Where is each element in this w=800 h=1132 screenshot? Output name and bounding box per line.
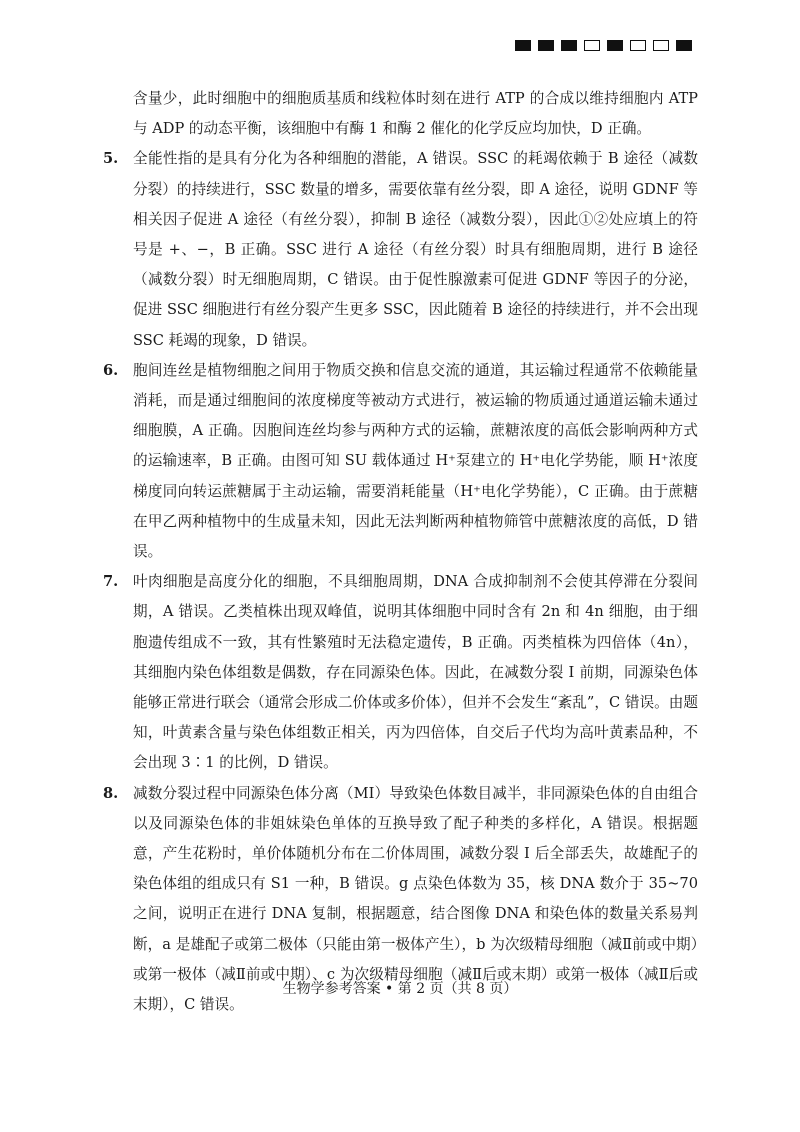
item-text: 叶肉细胞是高度分化的细胞，不具细胞周期，DNA 合成抑制剂不会使其停滞在分裂间期，A 错误。乙类植株出现双峰值，说明其体细胞中同时含有 2n 和 4n 细胞，由于细胞遗传组成不一致，其有性繁殖时无法稳定遗传，B 正确。丙类植株为四倍体（4n），其细胞内染色体组数是偶数，存在同源染色体。因此，在减数分裂 Ⅰ 前期，同源染色体能够正常进行联会（通常会形成二价体或多价体），但并不会发生“紊乱”，C 错误。由题知，叶黄素含量与染色体组数正相关，丙为四倍体，自交后子代均为高叶黄素品种，不会出现 3∶1 的比例，D 错误。 xyxy=(133,573,698,772)
item-number: 5. xyxy=(103,150,119,168)
header-mark xyxy=(538,40,554,51)
item-number: 6. xyxy=(103,361,119,379)
answer-body xyxy=(103,84,698,1020)
answer-item-5 xyxy=(103,144,698,355)
item-text: 胞间连丝是植物细胞之间用于物质交换和信息交流的通道，其运输过程通常不依赖能量消耗，而是通过细胞间的浓度梯度等被动方式进行，被运输的物质通过通道运输未通过细胞膜，A 正确。因胞间连丝均参与两种方式的运输，蔗糖浓度的高低会影响两种方式的运输速率，B 正确。由图可知 SU 载体通过 H⁺泵建立的 H⁺电化学势能，顺 H⁺浓度梯度同向转运蔗糖属于主动运输，需要消耗能量（H⁺电化学势能），C 正确。由于蔗糖在甲乙两种植物中的生成量未知，因此无法判断两种植物筛管中蔗糖浓度的高低，D 错误。 xyxy=(133,361,698,561)
answer-item-7 xyxy=(103,567,698,778)
header-mark xyxy=(515,40,531,51)
header-mark xyxy=(653,40,669,51)
header-marks xyxy=(515,40,692,51)
header-mark xyxy=(607,40,623,51)
header-mark xyxy=(676,40,692,51)
header-mark xyxy=(561,40,577,51)
answer-item-6 xyxy=(103,356,698,567)
item-text: 全能性指的是具有分化为各种细胞的潜能，A 错误。SSC 的耗竭依赖于 B 途径（减数分裂）的持续进行，SSC 数量的增多，需要依靠有丝分裂，即 A 途径，说明 GDNF 等相关因子促进 A 途径（有丝分裂），抑制 B 途径（减数分裂），因此①②处应填上的符号是 +、−，B 正确。SSC 进行 A 途径（有丝分裂）时具有细胞周期，进行 B 途径（减数分裂）时无细胞周期，C 错误。由于促性腺激素可促进 GDNF 等因子的分泌，促进 SSC 细胞进行有丝分裂产生更多 SSC，因此随着 B 途径的持续进行，并不会出现 SSC 耗竭的现象，D 错误。 xyxy=(133,150,698,349)
header-mark xyxy=(584,40,600,51)
item-number: 8. xyxy=(103,784,119,802)
header-mark xyxy=(630,40,646,51)
item-text: 减数分裂过程中同源染色体分离（MⅠ）导致染色体数目减半，非同源染色体的自由组合以及同源染色体的非姐妹染色单体的互换导致了配子种类的多样化，A 错误。根据题意，产生花粉时，单价体随机分布在二价体周围，减数分裂 Ⅰ 后全部丢失，故雄配子的染色体组的组成只有 S1 一种，B 错误。g 点染色体数为 35，核 DNA 数介于 35~70 之间，说明正在进行 DNA 复制，根据题意，结合图像 DNA 和染色体的数量关系易判断，a 是雄配子或第二极体（只能由第一极体产生），b 为次级精母细胞（减Ⅱ前或中期）或第一极体（减Ⅱ前或中期）、c 为次级精母细胞（减Ⅱ后或末期）或第一极体（减Ⅱ后或末期），C 错误。 xyxy=(133,784,698,1014)
page-footer: 生物学参考答案 • 第 2 页（共 8 页） xyxy=(282,981,518,997)
item-number: 7. xyxy=(103,573,119,591)
continuation-paragraph: 含量少，此时细胞中的细胞质基质和线粒体时刻在进行 ATP 的合成以维持细胞内 ATP 与 ADP 的动态平衡，该细胞中有酶 1 和酶 2 催化的化学反应均加快，D 正确。 xyxy=(133,90,698,138)
